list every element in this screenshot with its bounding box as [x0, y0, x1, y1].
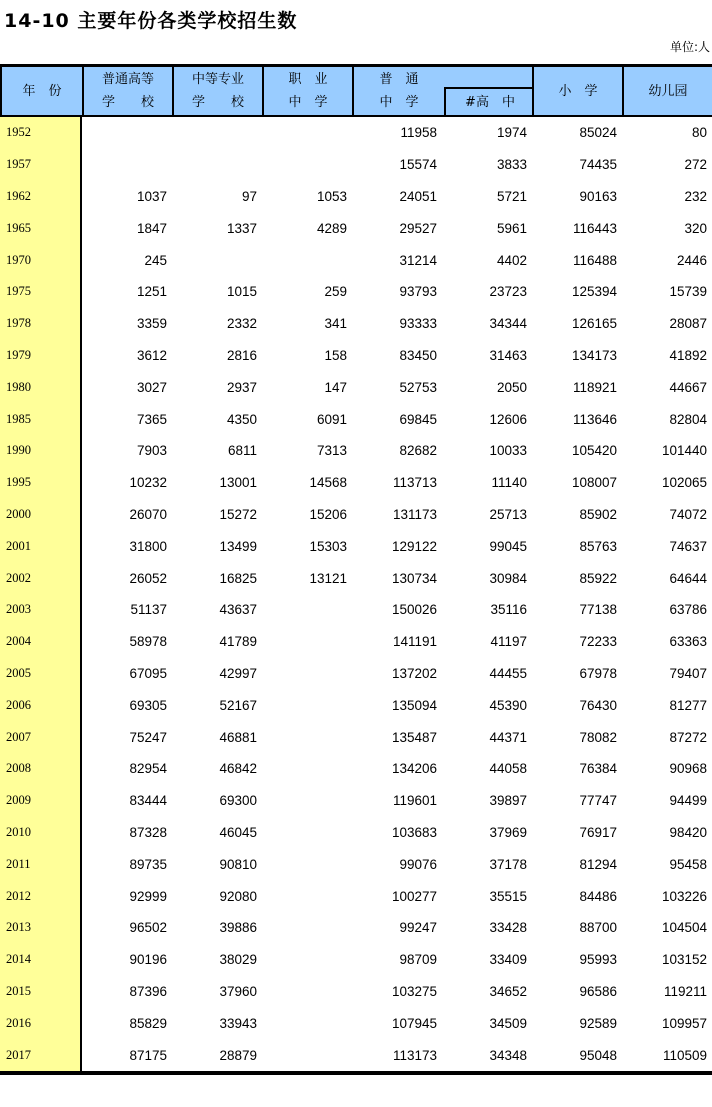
data-cell: 81294 [579, 856, 617, 872]
data-cell: 2050 [496, 379, 527, 395]
data-cell: 82954 [129, 761, 167, 777]
data-cell: 88700 [579, 920, 617, 936]
table-row [0, 626, 712, 658]
data-cell: 92589 [579, 1015, 617, 1031]
header-regular-middle-schools [352, 67, 532, 115]
header-line: 普通高等 [101, 72, 154, 87]
data-cell: 3833 [496, 157, 527, 173]
data-cell: 67095 [129, 665, 167, 681]
year-cell: 2007 [0, 721, 82, 753]
table-row [0, 308, 712, 340]
table-row [0, 753, 712, 785]
data-cell: 28087 [669, 316, 707, 332]
header-vocational-middle-schools [262, 67, 352, 115]
year-cell: 1995 [0, 467, 82, 499]
data-cell: 126165 [571, 316, 617, 332]
table-row [0, 785, 712, 817]
data-cell [262, 149, 352, 181]
data-cell: 24051 [399, 188, 437, 204]
data-cell [262, 817, 352, 849]
data-cell: 26052 [129, 570, 167, 586]
header-senior-high-subcolumn [444, 87, 534, 115]
header-kindergartens [622, 67, 712, 115]
data-cell: 7313 [316, 443, 347, 459]
data-cell [172, 149, 262, 181]
year-cell: 1962 [0, 181, 82, 213]
table-body [0, 117, 712, 1075]
data-cell: 99045 [489, 538, 527, 554]
data-cell: 46881 [219, 729, 257, 745]
data-cell: 87272 [669, 729, 707, 745]
year-cell: 1952 [0, 117, 82, 149]
data-cell [262, 976, 352, 1008]
data-cell: 69305 [129, 697, 167, 713]
data-cell: 38029 [219, 952, 257, 968]
data-cell: 119601 [392, 793, 437, 809]
data-cell: 37178 [489, 856, 527, 872]
data-cell: 30984 [489, 570, 527, 586]
data-cell: 41892 [669, 347, 707, 363]
data-cell: 44455 [489, 665, 527, 681]
data-cell [262, 1007, 352, 1039]
data-cell [262, 753, 352, 785]
data-cell: 78082 [579, 729, 617, 745]
data-cell: 63363 [669, 634, 707, 650]
data-cell: 44667 [669, 379, 707, 395]
table-header [0, 64, 712, 117]
header-primary-schools [532, 67, 622, 115]
data-cell: 10232 [129, 475, 167, 491]
data-cell: 108007 [571, 475, 617, 491]
table-row [0, 530, 712, 562]
data-cell: 34344 [489, 316, 527, 332]
header-line: 幼儿园 [648, 83, 688, 99]
data-cell: 245 [144, 252, 167, 268]
data-cell: 1053 [316, 188, 347, 204]
data-cell: 16825 [219, 570, 257, 586]
data-cell: 98709 [399, 952, 437, 968]
data-cell: 82682 [399, 443, 437, 459]
data-cell: 2937 [226, 379, 257, 395]
data-cell: 13121 [309, 570, 347, 586]
data-cell: 97 [241, 188, 257, 204]
table-row [0, 435, 712, 467]
data-cell [82, 117, 172, 149]
data-cell: 101440 [661, 443, 707, 459]
data-cell: 105420 [571, 443, 617, 459]
data-cell: 33428 [489, 920, 527, 936]
data-cell: 110509 [662, 1047, 707, 1063]
table-row [0, 371, 712, 403]
data-cell: 7365 [136, 411, 167, 427]
data-cell: 4402 [496, 252, 527, 268]
year-cell: 1985 [0, 403, 82, 435]
data-cell [262, 594, 352, 626]
data-cell [262, 912, 352, 944]
data-cell: 15272 [219, 506, 257, 522]
year-cell: 2008 [0, 753, 82, 785]
header-line: 普 通 [379, 72, 419, 87]
data-cell: 272 [684, 157, 707, 173]
data-cell: 99247 [399, 920, 437, 936]
data-cell [262, 944, 352, 976]
data-cell: 44058 [489, 761, 527, 777]
data-cell: 37969 [489, 824, 527, 840]
year-cell: 2003 [0, 594, 82, 626]
header-line: 中 学 [288, 95, 328, 110]
year-cell: 1979 [0, 340, 82, 372]
year-cell: 2011 [0, 848, 82, 880]
year-cell: 2016 [0, 1007, 82, 1039]
data-cell: 141191 [392, 634, 437, 650]
data-cell: 83450 [399, 347, 437, 363]
data-cell: 76917 [579, 824, 617, 840]
data-cell: 77747 [579, 793, 617, 809]
data-cell: 81277 [669, 697, 707, 713]
table-row [0, 467, 712, 499]
statistics-table [0, 64, 712, 1075]
data-cell [82, 149, 172, 181]
data-cell: 64644 [669, 570, 707, 586]
data-cell: 100277 [391, 888, 437, 904]
data-cell: 79407 [669, 665, 707, 681]
header-line: 中 学 [379, 95, 419, 110]
data-cell: 3027 [136, 379, 167, 395]
data-cell: 51137 [130, 602, 167, 618]
year-cell: 1970 [0, 244, 82, 276]
data-cell: 118921 [572, 379, 617, 395]
data-cell: 33943 [219, 1015, 257, 1031]
data-cell: 12606 [489, 411, 527, 427]
data-cell: 109957 [661, 1015, 707, 1031]
data-cell: 95993 [579, 952, 617, 968]
data-cell [262, 117, 352, 149]
data-cell: 52753 [399, 379, 437, 395]
data-cell: 96502 [129, 920, 167, 936]
data-cell: 13499 [219, 538, 257, 554]
table-row [0, 817, 712, 849]
data-cell: 15739 [669, 284, 707, 300]
data-cell: 34652 [489, 983, 527, 999]
data-cell [172, 117, 262, 149]
header-line: 学 校 [191, 95, 244, 110]
year-cell: 2012 [0, 880, 82, 912]
table-row [0, 1007, 712, 1039]
data-cell: 103683 [391, 824, 437, 840]
data-cell: 58978 [129, 634, 167, 650]
data-cell: 34348 [489, 1047, 527, 1063]
data-cell: 34509 [489, 1015, 527, 1031]
header-line: 中等专业 [191, 72, 244, 87]
year-cell: 1957 [0, 149, 82, 181]
data-cell: 98420 [669, 824, 707, 840]
table-row [0, 689, 712, 721]
year-cell: 2015 [0, 976, 82, 1008]
data-cell: 76384 [579, 761, 617, 777]
data-cell: 39886 [219, 920, 257, 936]
data-cell: 113173 [392, 1047, 437, 1063]
data-cell: 90196 [129, 952, 167, 968]
data-cell: 80 [691, 125, 707, 141]
data-cell: 85902 [579, 506, 617, 522]
data-cell: 39897 [489, 793, 527, 809]
table-row [0, 594, 712, 626]
data-cell: 63786 [669, 602, 707, 618]
data-cell: 1974 [496, 125, 527, 141]
header-line: #高 中 [465, 94, 515, 110]
data-cell: 93333 [399, 316, 437, 332]
data-cell: 150026 [391, 602, 437, 618]
data-cell: 69300 [219, 793, 257, 809]
data-cell: 93793 [399, 284, 437, 300]
header-regular-higher-schools [82, 67, 172, 115]
data-cell: 125394 [571, 284, 617, 300]
table-row [0, 1039, 712, 1071]
data-cell: 42997 [219, 665, 257, 681]
year-cell: 2005 [0, 658, 82, 690]
table-row [0, 976, 712, 1008]
data-cell: 130734 [391, 570, 437, 586]
data-cell: 99076 [399, 856, 437, 872]
data-cell: 2332 [226, 316, 257, 332]
data-cell: 96586 [579, 983, 617, 999]
data-cell: 26070 [129, 506, 167, 522]
data-cell: 31800 [129, 538, 167, 554]
table-row [0, 912, 712, 944]
data-cell: 85829 [129, 1015, 167, 1031]
data-cell: 135487 [391, 729, 437, 745]
data-cell: 13001 [219, 475, 257, 491]
data-cell [262, 626, 352, 658]
data-cell: 1251 [136, 284, 167, 300]
data-cell: 87175 [129, 1047, 167, 1063]
data-cell: 35515 [489, 888, 527, 904]
data-cell: 46842 [219, 761, 257, 777]
table-row [0, 276, 712, 308]
table-row [0, 340, 712, 372]
data-cell: 104504 [661, 920, 707, 936]
data-cell: 87328 [129, 824, 167, 840]
data-cell: 3612 [136, 347, 167, 363]
data-cell: 158 [324, 347, 347, 363]
table-row [0, 880, 712, 912]
data-cell: 94499 [669, 793, 707, 809]
data-cell [262, 721, 352, 753]
data-cell: 46045 [219, 824, 257, 840]
data-cell: 10033 [489, 443, 527, 459]
data-cell: 134206 [391, 761, 437, 777]
data-cell: 102065 [661, 475, 707, 491]
data-cell: 44371 [489, 729, 527, 745]
data-cell: 29527 [399, 220, 437, 236]
data-cell: 37960 [219, 983, 257, 999]
data-cell [262, 848, 352, 880]
table-row [0, 848, 712, 880]
data-cell: 33409 [489, 952, 527, 968]
year-cell: 2002 [0, 562, 82, 594]
year-cell: 2004 [0, 626, 82, 658]
data-cell: 31214 [399, 252, 437, 268]
data-cell [262, 1039, 352, 1071]
data-cell: 113646 [572, 411, 617, 427]
data-cell: 232 [684, 188, 707, 204]
data-cell [262, 689, 352, 721]
data-cell: 14568 [309, 475, 347, 491]
data-cell: 75247 [129, 729, 167, 745]
data-cell: 43637 [219, 602, 257, 618]
data-cell [262, 880, 352, 912]
year-cell: 1975 [0, 276, 82, 308]
data-cell: 35116 [490, 602, 527, 618]
data-cell: 25713 [489, 506, 527, 522]
data-cell: 129122 [391, 538, 437, 554]
data-cell: 92999 [129, 888, 167, 904]
data-cell [262, 658, 352, 690]
data-cell: 2446 [676, 252, 707, 268]
table-row [0, 562, 712, 594]
data-cell: 95048 [579, 1047, 617, 1063]
header-line: 小 学 [558, 83, 598, 99]
data-cell: 103226 [661, 888, 707, 904]
data-cell: 76430 [579, 697, 617, 713]
data-cell: 85763 [579, 538, 617, 554]
data-cell: 41197 [490, 634, 527, 650]
data-cell: 74435 [579, 157, 617, 173]
data-cell: 84486 [579, 888, 617, 904]
data-cell: 4289 [316, 220, 347, 236]
data-cell: 87396 [129, 983, 167, 999]
data-cell: 1337 [226, 220, 257, 236]
data-cell: 113713 [392, 475, 437, 491]
year-cell: 2001 [0, 530, 82, 562]
data-cell: 92080 [219, 888, 257, 904]
data-cell: 11958 [400, 125, 437, 141]
data-cell: 7903 [136, 443, 167, 459]
year-cell: 1980 [0, 371, 82, 403]
data-cell [262, 785, 352, 817]
data-cell: 2816 [226, 347, 257, 363]
table-row [0, 499, 712, 531]
year-cell: 1965 [0, 212, 82, 244]
data-cell: 85024 [579, 125, 617, 141]
table-row [0, 181, 712, 213]
header-regular-middle-schools-label [354, 67, 444, 115]
unit-label: 单位:人 [669, 40, 710, 54]
table-row [0, 212, 712, 244]
data-cell: 15303 [309, 538, 347, 554]
year-cell: 2013 [0, 912, 82, 944]
year-cell: 2014 [0, 944, 82, 976]
data-cell: 103275 [391, 983, 437, 999]
data-cell: 74637 [669, 538, 707, 554]
data-cell: 5961 [496, 220, 527, 236]
data-cell: 1847 [136, 220, 167, 236]
data-cell: 137202 [391, 665, 437, 681]
data-cell: 45390 [489, 697, 527, 713]
header-year [0, 67, 82, 115]
data-cell: 259 [324, 284, 347, 300]
data-cell: 5721 [496, 188, 527, 204]
table-row [0, 721, 712, 753]
year-cell: 2017 [0, 1039, 82, 1071]
table-row [0, 403, 712, 435]
data-cell: 90163 [579, 188, 617, 204]
page-title: 14-10 主要年份各类学校招生数 [4, 10, 298, 32]
header-secondary-specialized-schools [172, 67, 262, 115]
year-cell: 1990 [0, 435, 82, 467]
data-cell: 69845 [399, 411, 437, 427]
data-cell: 31463 [489, 347, 527, 363]
data-cell: 147 [324, 379, 347, 395]
data-cell: 1015 [226, 284, 257, 300]
data-cell: 90968 [669, 761, 707, 777]
year-cell: 1978 [0, 308, 82, 340]
data-cell: 15206 [309, 506, 347, 522]
table-row [0, 658, 712, 690]
data-cell: 6091 [316, 411, 347, 427]
data-cell: 90810 [219, 856, 257, 872]
data-cell: 15574 [399, 157, 437, 173]
data-cell: 89735 [129, 856, 167, 872]
data-cell: 95458 [669, 856, 707, 872]
data-cell: 28879 [219, 1047, 257, 1063]
data-cell: 131173 [392, 506, 437, 522]
data-cell: 116443 [572, 220, 617, 236]
year-cell: 2000 [0, 499, 82, 531]
data-cell: 74072 [669, 506, 707, 522]
data-cell: 41789 [219, 634, 257, 650]
table-row [0, 244, 712, 276]
table-row [0, 944, 712, 976]
data-cell: 135094 [391, 697, 437, 713]
data-cell: 85922 [579, 570, 617, 586]
data-cell: 341 [324, 316, 347, 332]
data-cell [172, 244, 262, 276]
data-cell: 52167 [219, 697, 257, 713]
data-cell: 6811 [227, 443, 257, 459]
data-cell: 107945 [391, 1015, 437, 1031]
data-cell: 4350 [226, 411, 257, 427]
data-cell: 83444 [129, 793, 167, 809]
data-cell: 3359 [136, 316, 167, 332]
year-cell: 2009 [0, 785, 82, 817]
data-cell [262, 244, 352, 276]
data-cell: 67978 [579, 665, 617, 681]
data-cell: 134173 [571, 347, 617, 363]
header-line: 职 业 [288, 72, 328, 87]
data-cell: 72233 [579, 634, 617, 650]
data-cell: 82804 [669, 411, 707, 427]
data-cell: 116488 [572, 252, 617, 268]
data-cell: 119211 [663, 983, 707, 999]
data-cell: 11140 [491, 475, 527, 491]
header-year-label: 年 份 [22, 83, 62, 99]
year-cell: 2010 [0, 817, 82, 849]
data-cell: 103152 [661, 952, 707, 968]
year-cell: 2006 [0, 689, 82, 721]
data-cell: 77138 [579, 602, 617, 618]
data-cell: 23723 [489, 284, 527, 300]
data-cell: 320 [684, 220, 707, 236]
header-line: 学 校 [101, 95, 154, 110]
data-cell: 1037 [136, 188, 167, 204]
